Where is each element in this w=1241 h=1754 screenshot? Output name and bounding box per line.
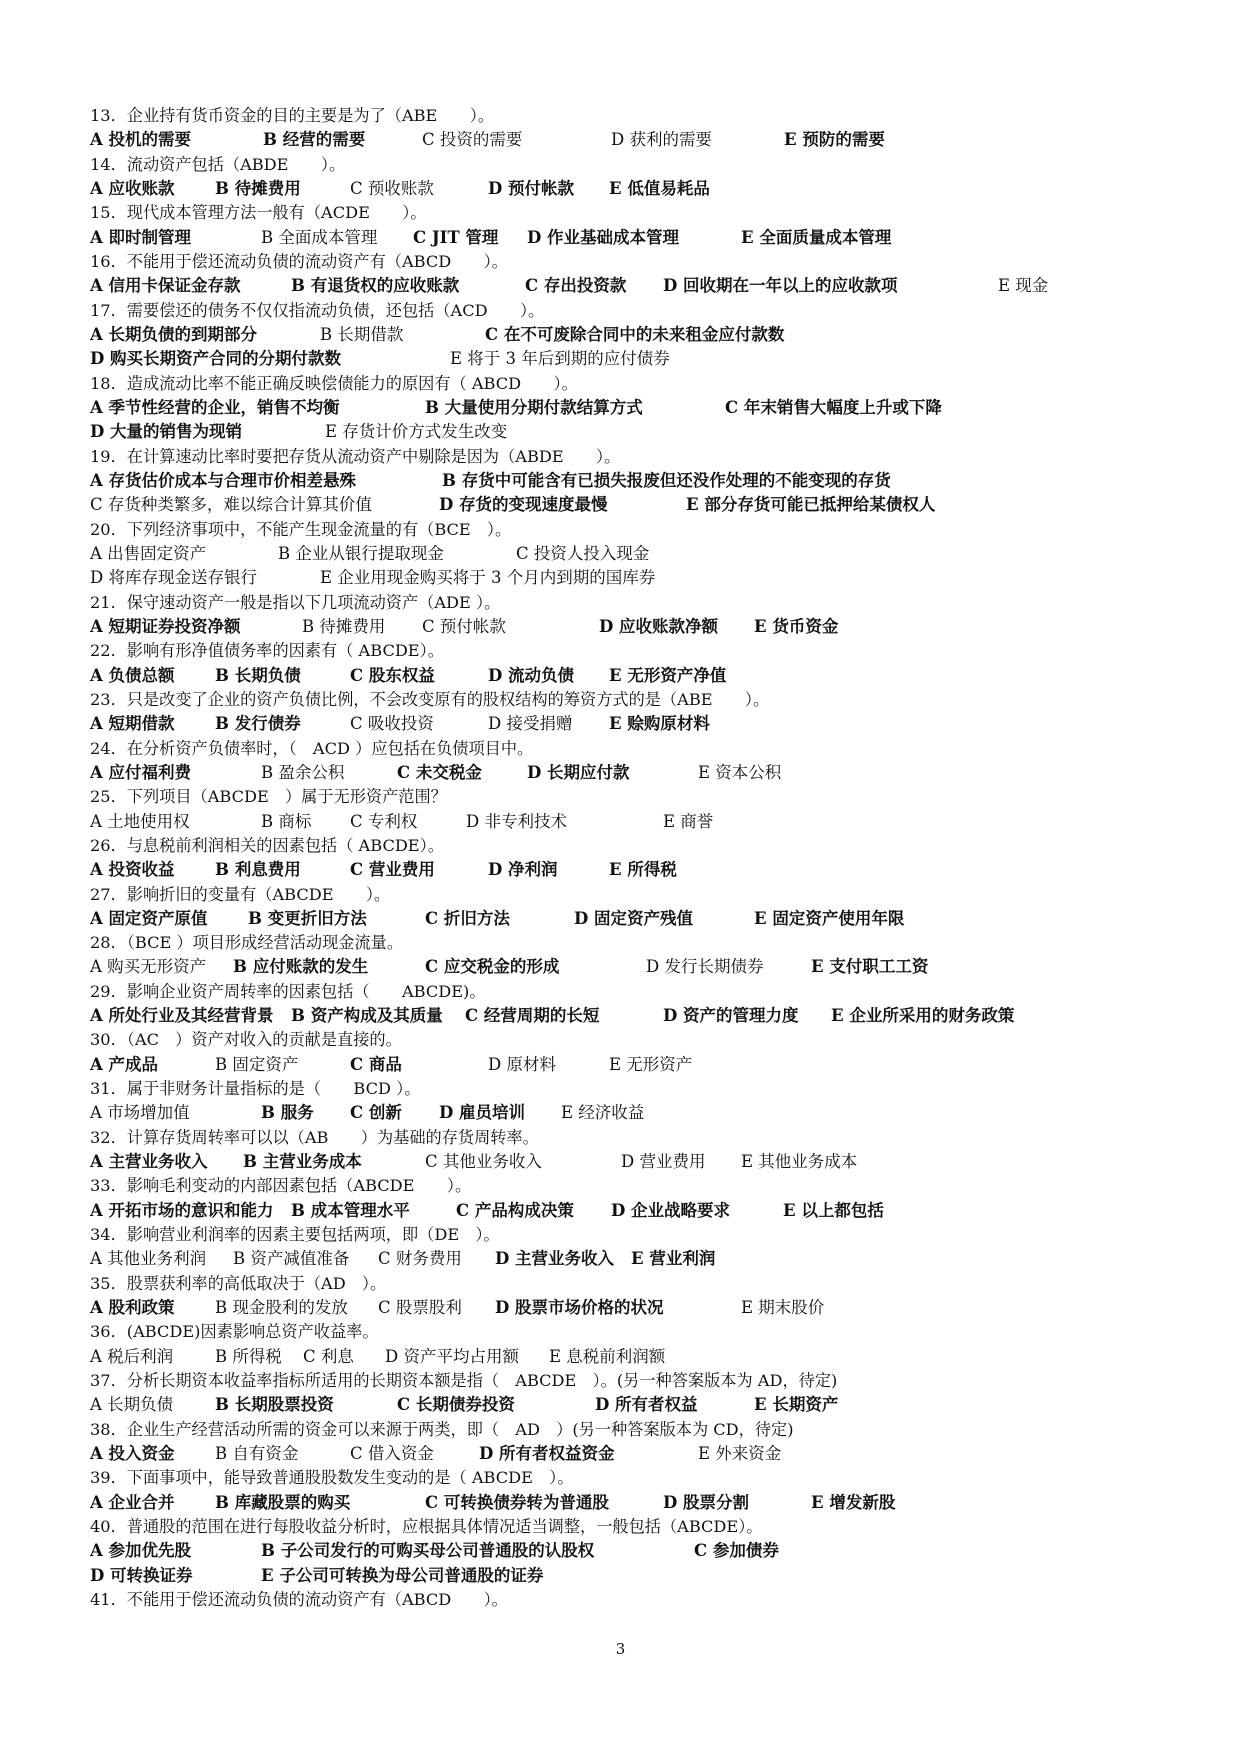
answer-option: A 信用卡保证金存款 [90,276,241,296]
answer-option: E 低值易耗品 [609,178,710,198]
page-number: 3 [615,1640,626,1658]
answer-option: E 子公司可转换为母公司普通股的证券 [261,1565,544,1585]
answer-option: C 年末销售大幅度上升或下降 [725,397,942,417]
answer-option: D 将库存现金送存银行 [90,568,257,588]
answer-option: B 子公司发行的可购买母公司普通股的认股权 [261,1541,595,1561]
answer-option: B 存货中可能含有已损失报废但还没作处理的不能变现的存货 [442,470,891,490]
answer-option: B 盈余公积 [261,762,345,782]
option-line [90,128,1190,152]
answer-option: E 商誉 [663,811,714,831]
answer-option: D 作业基础成本管理 [527,227,680,247]
option-line [90,761,1190,785]
option-line [90,1199,1190,1223]
question-text: 25．下列项目（ABCDE ）属于无形资产范围？ [90,787,447,807]
answer-option: B 长期负债 [215,665,301,685]
question-text: 28．（BCE ）项目形成经营活动现金流量。 [90,933,404,953]
answer-option: B 资产减值准备 [233,1249,350,1269]
answer-option: B 大量使用分期付款结算方式 [425,397,643,417]
option-line [90,1539,1190,1563]
option-line [90,1345,1190,1369]
question-text: 22．影响有形净值债务率的因素有（ ABCDE）。 [90,641,444,661]
answer-option: E 其他业务成本 [741,1152,858,1172]
option-line [90,1150,1190,1174]
answer-option: A 短期证券投资净额 [90,616,241,636]
answer-option: B 经营的需要 [263,130,366,150]
answer-option: D 固定资产残值 [574,908,694,928]
question-text: 32．计算存货周转率可以以（AB ）为基础的存货周转率。 [90,1127,539,1147]
answer-option: D 接受捐赠 [488,714,573,734]
option-line [90,664,1190,688]
answer-option: C 其他业务收入 [425,1152,542,1172]
answer-option: D 所有者权益资金 [479,1444,615,1464]
answer-option: D 发行长期债券 [646,957,764,977]
answer-option: C 吸收投资 [350,714,434,734]
question-text: 23．只是改变了企业的资产负债比例，不会改变原有的股权结构的筹资方式的是（ABE ）。 [90,689,770,709]
answer-option: A 即时制管理 [90,227,192,247]
answer-option: E 资本公积 [698,762,782,782]
answer-option: A 季节性经营的企业，销售不均衡 [90,397,340,417]
option-line [90,396,1190,420]
answer-option: E 息税前利润额 [549,1346,666,1366]
question-text: 13．企业持有货币资金的目的主要是为了（ABE ）。 [90,106,495,125]
answer-option: A 开拓市场的意识和能力 [90,1200,274,1220]
answer-option: C 存货种类繁多，难以综合计算其价值 [90,495,372,515]
option-line [90,615,1190,639]
question-text: 40．普通股的范围在进行每股收益分析时，应根据具体情况适当调整，一般包括（ABCDE）。 [90,1517,763,1537]
option-line [90,712,1190,736]
question-text: 14．流动资产包括（ABDE ）。 [90,154,346,174]
option-line [90,1442,1190,1466]
answer-option: E 外来资金 [698,1444,782,1464]
answer-option: B 有退货权的应收账款 [291,276,460,296]
answer-option: B 待摊费用 [302,616,386,636]
answer-option: B 变更折旧方法 [248,908,367,928]
option-line [90,493,1190,517]
question-text: 17．需要偿还的债务不仅仅指流动负债，还包括（ACD ）。 [90,300,545,320]
option-line [90,469,1190,493]
answer-option: A 其他业务利润 [90,1249,207,1269]
answer-option: D 购买长期资产合同的分期付款数 [90,349,342,369]
answer-option: D 大量的销售为现销 [90,422,243,442]
answer-option: A 固定资产原值 [90,908,208,928]
answer-option: C 预收账款 [350,178,434,198]
option-line [90,542,1190,566]
answer-option: B 现金股利的发放 [215,1298,348,1318]
question-text: 34．影响营业利润率的因素主要包括两项，即（DE ）。 [90,1225,500,1245]
answer-option: C 预付帐款 [422,616,506,636]
question-text: 18．造成流动比率不能正确反映偿债能力的原因有（ ABCD ）。 [90,373,578,393]
answer-option: B 发行债券 [215,714,301,734]
answer-option: C 财务费用 [378,1249,462,1269]
answer-option: C 商品 [350,1054,402,1074]
answer-option: D 所有者权益 [595,1395,698,1415]
answer-option: E 存货计价方式发生改变 [325,422,508,442]
answer-option: A 负债总额 [90,665,175,685]
answer-option: D 企业战略要求 [611,1200,731,1220]
question-text: 39．下面事项中，能导致普通股股数发生变动的是（ ABCDE ）。 [90,1468,574,1488]
answer-option: D 原材料 [488,1054,556,1074]
answer-option: B 成本管理水平 [291,1200,410,1220]
answer-option: A 应收账款 [90,178,175,198]
option-line [90,177,1190,201]
answer-option: E 企业所采用的财务政策 [831,1006,1015,1026]
answer-option: A 应付福利费 [90,762,192,782]
option-line [90,1247,1190,1271]
question-text: 31．属于非财务计量指标的是（ BCD ）。 [90,1079,421,1099]
answer-option: D 营业费用 [621,1152,706,1172]
answer-option: D 长期应付款 [527,762,630,782]
option-line [90,274,1190,298]
question-text: 20．下列经济事项中，不能产生现金流量的有（BCE ）。 [90,519,512,539]
question-text: 24．在分析资产负债率时，（ ACD ）应包括在负债项目中。 [90,738,534,758]
answer-option: D 净利润 [488,860,558,880]
answer-option: D 股票分割 [663,1492,750,1512]
answer-option: B 长期股票投资 [215,1395,334,1415]
question-text: 30．（AC ）资产对收入的贡献是直接的。 [90,1030,402,1050]
answer-option: A 投资收益 [90,860,175,880]
answer-option: B 待摊费用 [215,178,301,198]
answer-option: A 出售固定资产 [90,543,207,563]
answer-option: E 营业利润 [631,1249,716,1269]
answer-option: B 服务 [261,1103,314,1123]
option-line [90,347,1190,371]
question-text: 36．(ABCDE)因素影响总资产收益率。 [90,1322,379,1342]
answer-option: D 非专利技术 [466,811,567,831]
answer-option: C 可转换债券转为普通股 [425,1492,609,1512]
answer-option: D 获利的需要 [611,130,712,150]
answer-option: B 库藏股票的购买 [215,1492,351,1512]
question-text: 33．影响毛利变动的内部因素包括（ABCDE ）。 [90,1176,472,1196]
answer-option: B 资产构成及其质量 [291,1006,443,1026]
answer-option: B 主营业务成本 [243,1152,362,1172]
question-text: 26．与息税前利润相关的因素包括（ ABCDE）。 [90,835,444,855]
answer-option: D 雇员培训 [439,1103,526,1123]
answer-option: A 企业合并 [90,1492,175,1512]
question-text: 21．保守速动资产一般是指以下几项流动资产（ADE ）。 [90,592,501,612]
answer-option: C 长期债券投资 [397,1395,515,1415]
answer-option: D 主营业务收入 [495,1249,615,1269]
option-line [90,858,1190,882]
answer-option: C 在不可废除合同中的未来租金应付款数 [485,324,785,344]
answer-option: D 资产的管理力度 [663,1006,799,1026]
answer-option: A 短期借款 [90,714,175,734]
question-text: 29．影响企业资产周转率的因素包括（ ABCDE)。 [90,981,486,1001]
option-line [90,1296,1190,1320]
option-line [90,1101,1190,1125]
answer-option: E 所得税 [609,860,677,880]
answer-option: B 企业从银行提取现金 [278,543,444,563]
answer-option: C 借入资金 [350,1444,434,1464]
answer-option: C 创新 [350,1103,402,1123]
answer-option: B 自有资金 [215,1444,299,1464]
answer-option: E 部分存货可能已抵押给某债权人 [686,495,936,515]
answer-option: C 产品构成决策 [456,1200,574,1220]
option-line [90,1491,1190,1515]
option-line [90,1004,1190,1028]
answer-option: C 利息 [303,1346,354,1366]
answer-option: D 回收期在一年以上的应收款项 [663,276,898,296]
answer-option: A 股利政策 [90,1298,175,1318]
option-line [90,420,1190,444]
answer-option: E 将于 3 年后到期的应付债券 [450,349,670,369]
answer-option: B 商标 [261,811,312,831]
answer-option: D 应收账款净额 [599,616,719,636]
question-text: 35．股票获利率的高低取决于（AD ）。 [90,1273,387,1293]
answer-option: D 预付帐款 [488,178,575,198]
answer-option: B 长期借款 [320,324,404,344]
answer-option: A 长期负债的到期部分 [90,324,258,344]
answer-option: B 应付账款的发生 [233,957,369,977]
answer-option: A 所处行业及其经营背景 [90,1006,274,1026]
answer-option: D 股票市场价格的状况 [495,1298,664,1318]
answer-option: C 经营周期的长短 [465,1006,600,1026]
answer-option: D 资产平均占用额 [385,1346,519,1366]
answer-option: E 现金 [998,276,1049,296]
answer-option: C 股东权益 [350,665,435,685]
option-line [90,955,1190,979]
answer-option: A 长期负债 [90,1395,174,1415]
answer-option: A 存货估价成本与合理市价相差悬殊 [90,470,357,490]
answer-option: E 期末股价 [741,1298,825,1318]
document-page [90,104,1190,1612]
question-text: 27．影响折旧的变量有（ABCDE ）。 [90,884,391,904]
option-line [90,323,1190,347]
answer-option: D 流动负债 [488,665,575,685]
answer-option: A 投机的需要 [90,130,192,150]
answer-option: E 无形资产净值 [609,665,727,685]
answer-option: C 未交税金 [397,762,482,782]
answer-option: A 主营业务收入 [90,1152,208,1172]
answer-option: A 市场增加值 [90,1103,190,1123]
question-text: 41．不能用于偿还流动负债的流动资产有（ABCD ）。 [90,1590,508,1610]
answer-option: E 企业用现金购买将于 3 个月内到期的国库券 [320,568,656,588]
answer-option: C 折旧方法 [425,908,510,928]
answer-option: E 增发新股 [811,1492,896,1512]
question-text: 37．分析长期资本收益率指标所适用的长期资本额是指（ ABCDE ）。(另一种答案版本为 AD，待定) [90,1371,838,1391]
question-text: 19．在计算速动比率时要把存货从流动资产中剔除是因为（ABDE ）。 [90,446,621,466]
option-line [90,810,1190,834]
option-line [90,1053,1190,1077]
answer-option: C 存出投资款 [525,276,627,296]
option-line [90,1564,1190,1588]
answer-option: C 股票股利 [378,1298,462,1318]
question-text: 15．现代成本管理方法一般有（ACDE ）。 [90,203,427,223]
answer-option: E 全面质量成本管理 [741,227,892,247]
answer-option: E 长期资产 [754,1395,839,1415]
answer-option: A 投入资金 [90,1444,175,1464]
answer-option: A 土地使用权 [90,811,190,831]
answer-option: E 固定资产使用年限 [754,908,905,928]
question-text: 16．不能用于偿还流动负债的流动资产有（ABCD ）。 [90,251,508,271]
answer-option: E 赊购原材料 [609,714,710,734]
answer-option: D 存货的变现速度最慢 [439,495,608,515]
answer-option: E 经济收益 [561,1103,645,1123]
answer-option: A 税后利润 [90,1346,174,1366]
answer-option: E 无形资产 [609,1054,693,1074]
answer-option: B 所得税 [215,1346,282,1366]
answer-option: C 参加债券 [694,1541,779,1561]
answer-option: E 支付职工工资 [811,957,929,977]
answer-option: C 投资的需要 [422,130,523,150]
answer-option: C JIT 管理 [413,227,499,247]
option-line [90,566,1190,590]
option-line [90,1393,1190,1417]
answer-option: D 可转换证券 [90,1565,193,1585]
answer-option: B 全面成本管理 [261,227,378,247]
answer-option: C 投资人投入现金 [516,543,650,563]
question-text: 38．企业生产经营活动所需的资金可以来源于两类，即（ AD ）(另一种答案版本为 CD，待定) [90,1419,794,1439]
option-line [90,226,1190,250]
answer-option: A 购买无形资产 [90,957,207,977]
option-line [90,907,1190,931]
answer-option: C 专利权 [350,811,418,831]
answer-option: A 产成品 [90,1054,159,1074]
answer-option: B 利息费用 [215,860,301,880]
answer-option: C 应交税金的形成 [425,957,560,977]
answer-option: B 固定资产 [215,1054,299,1074]
answer-option: E 以上都包括 [783,1200,884,1220]
answer-option: A 参加优先股 [90,1541,192,1561]
answer-option: E 预防的需要 [784,130,885,150]
answer-option: E 货币资金 [754,616,839,636]
answer-option: C 营业费用 [350,860,435,880]
